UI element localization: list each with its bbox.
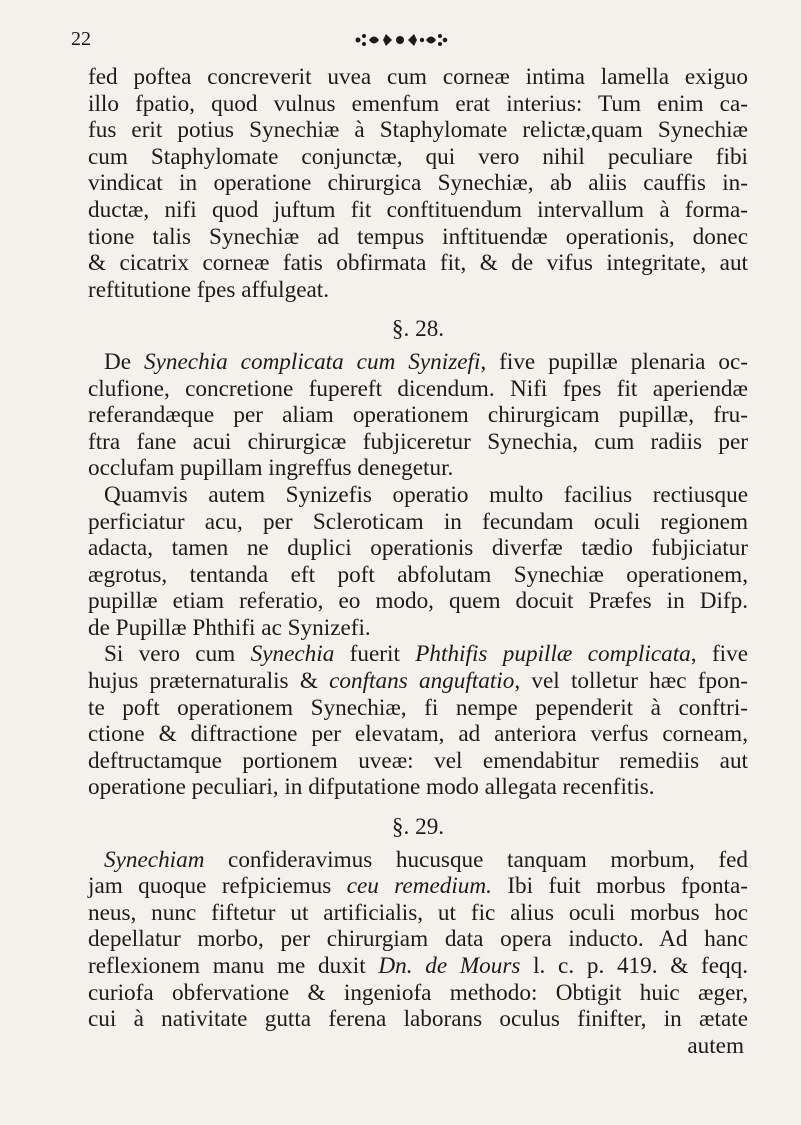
text-line: fus erit potius Synechiæ à Staphylomate relictæ,quam Synechiæ bbox=[88, 117, 748, 144]
paragraph-4 bbox=[88, 641, 748, 801]
text-line: vindicat in operatione chirurgica Synechiæ, ab aliis cauffis in- bbox=[88, 170, 748, 197]
text-line: ductæ, nifi quod juftum fit conftituendum intervallum à forma- bbox=[88, 196, 748, 223]
text-line: jam quoque refpiciemus ceu remedium. Ibi fuit morbus fponta- bbox=[88, 873, 749, 900]
text-line: cum Staphylomate conjunctæ, qui vero nihil peculiare fibi bbox=[88, 143, 748, 170]
text-line: perficiatur acu, per Scleroticam in fecundam oculi regionem bbox=[88, 508, 748, 535]
page-number: 22 bbox=[71, 28, 91, 50]
text-line: De Synechia complicata cum Synizefi, five pupillæ plenaria oc- bbox=[104, 348, 748, 375]
text-line: occlufam pupillam ingreffus denegetur. bbox=[88, 455, 454, 482]
section-heading-29: §. 29. bbox=[391, 814, 445, 841]
text-line: reflexionem manu me duxit Dn. de Mours l. c. p. 419. & feqq. bbox=[88, 953, 748, 979]
text-line: deftructamque portionem uveæ: vel emendabitur remediis aut bbox=[88, 747, 748, 774]
text-line: tione talis Synechiæ ad tempus inftituendæ operationis, donec bbox=[88, 223, 748, 250]
text-line: curiofa obfervatione & ingeniofa methodo: Obtigit huic æger, bbox=[88, 979, 748, 1006]
text-line: ftra fane acui chirurgicæ fubjiceretur Synechia, cum radiis per bbox=[88, 428, 748, 455]
paragraph-5 bbox=[88, 847, 748, 1060]
text-line: ægrotus, tentanda eft poft abfolutam Synechiæ operationem, bbox=[88, 561, 748, 588]
text-line: ctione & diftractione per elevatam, ad anteriora verfus corneam, bbox=[88, 721, 748, 748]
text-line: clufione, concretione fupereft dicendum. Nifi fpes fit aperiendæ bbox=[88, 375, 748, 402]
paragraph-2 bbox=[88, 349, 748, 482]
text-line: & cicatrix corneæ fatis obfirmata fit, & de vifus integritate, aut bbox=[88, 250, 748, 277]
page-header bbox=[0, 28, 801, 58]
text-line: pupillæ etiam referatio, eo modo, quem docuit Præfes in Difp. bbox=[88, 588, 748, 615]
catchword: autem bbox=[687, 1032, 744, 1059]
text-line: Si vero cum Synechia fuerit Phthifis pupillæ complicata, five bbox=[104, 641, 748, 668]
paragraph-3 bbox=[88, 482, 748, 642]
paragraph-1 bbox=[88, 64, 748, 303]
fleuron-icon bbox=[352, 30, 448, 54]
text-line: referandæque per aliam operationem chirurgicam pupillæ, fru- bbox=[88, 402, 748, 429]
text-line: cui à nativitate gutta ferena laborans oculus finifter, in ætate bbox=[88, 1006, 748, 1033]
text-line: de Pupillæ Phthifi ac Synizefi. bbox=[88, 614, 371, 641]
section-heading-28: §. 28. bbox=[391, 316, 445, 343]
text-line: fed poftea concreverit uvea cum corneæ intima lamella exiguo bbox=[88, 64, 748, 90]
text-line: neus, nunc fiftetur ut artificialis, ut fic alius oculi morbus hoc bbox=[88, 899, 748, 926]
text-line: reftitutione fpes affulgeat. bbox=[88, 276, 330, 303]
body-text bbox=[88, 64, 748, 1059]
text-line: hujus præternaturalis & conftans anguftatio, vel tolletur hæc fpon- bbox=[88, 668, 749, 695]
text-line: adacta, tamen ne duplici operationis diverfæ tædio fubjiciatur bbox=[88, 535, 748, 562]
text-line: operatione peculiari, in difputatione modo allegata recenfitis. bbox=[88, 774, 655, 801]
text-line: te poft operationem Synechiæ, fi nempe pependerit à conftri- bbox=[88, 694, 748, 721]
text-line: depellatur morbo, per chirurgiam data opera inducto. Ad hanc bbox=[88, 926, 748, 953]
text-line: Quamvis autem Synizefis operatio multo facilius rectiusque bbox=[104, 481, 748, 508]
text-line: illo fpatio, quod vulnus emenfum erat interius: Tum enim ca- bbox=[88, 90, 748, 117]
text-line: Synechiam confideravimus hucusque tanquam morbum, fed bbox=[104, 846, 748, 873]
